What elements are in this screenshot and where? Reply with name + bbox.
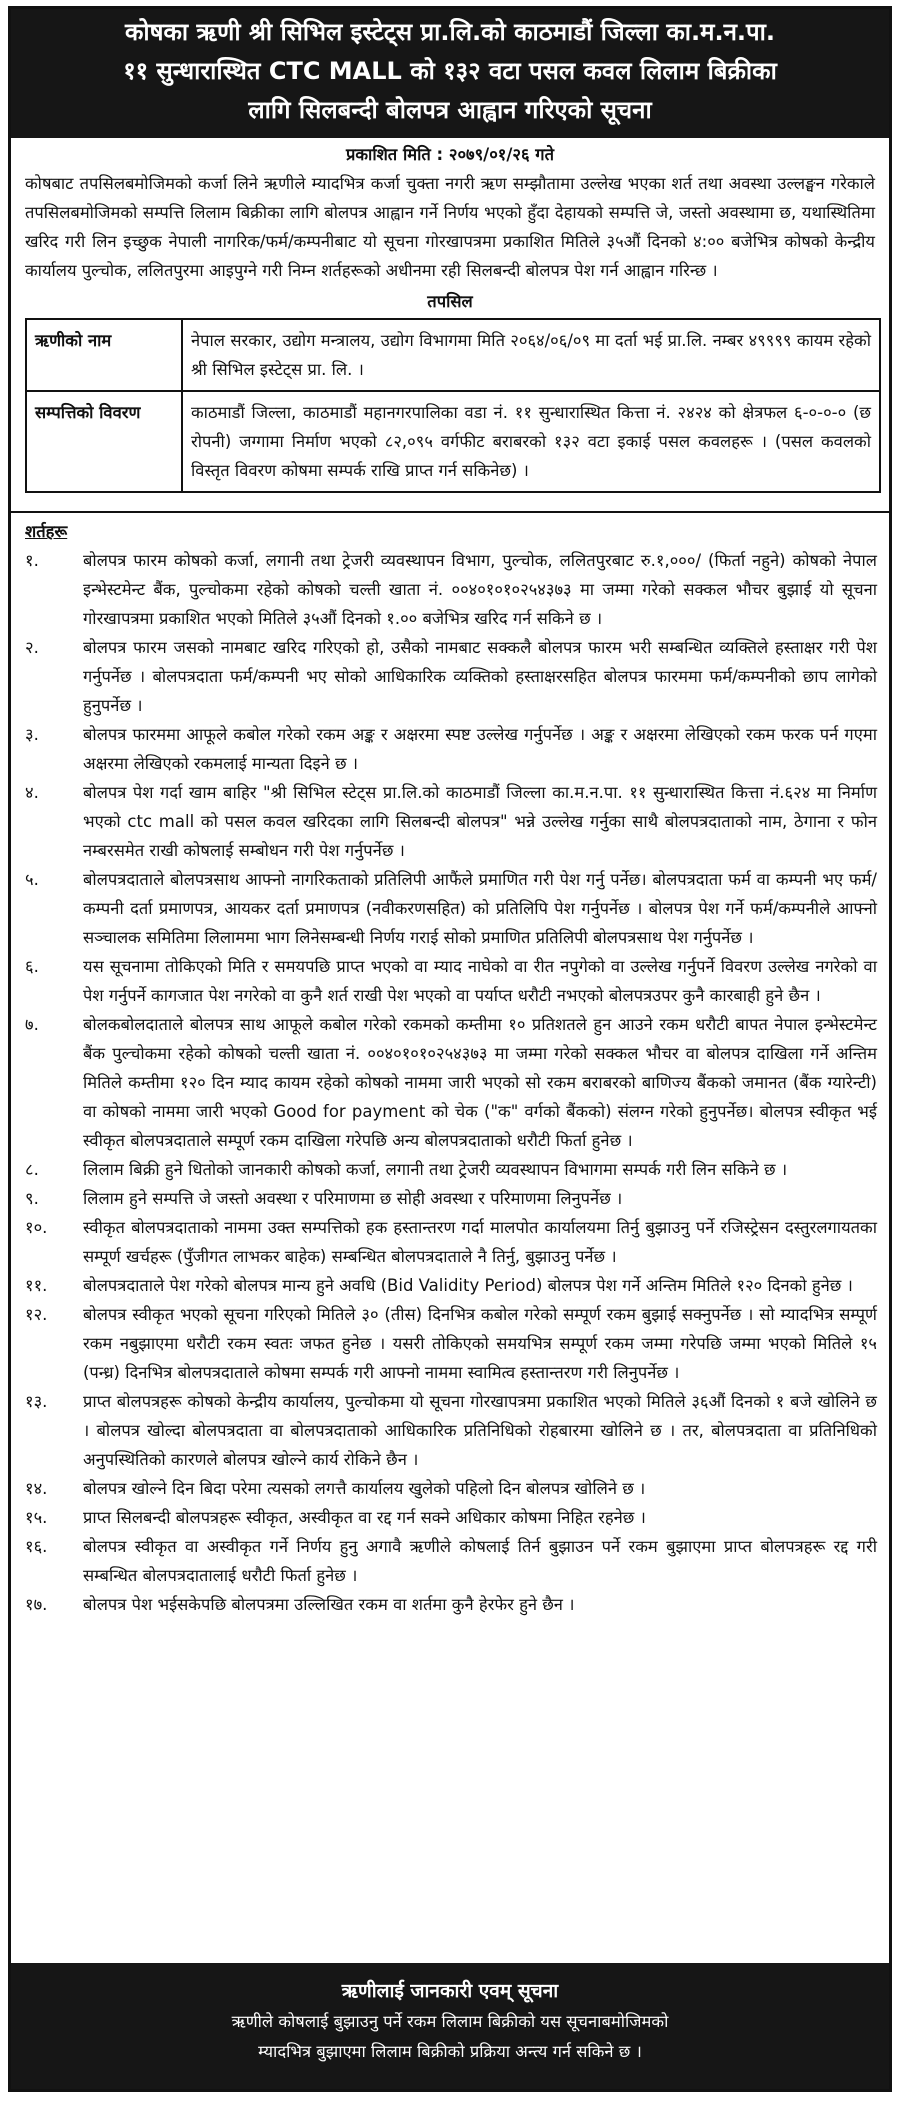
condition-item [25, 1590, 877, 1619]
condition-number: ३. [25, 725, 39, 744]
borrower-name-label: ऋणीको नाम [26, 319, 182, 391]
schedule-table [25, 318, 881, 493]
property-details-value: काठमाडौं जिल्ला, काठमाडौं महानगरपालिका वडा नं. ११ सुन्धारास्थित कित्ता नं. २४२४ को क्षेत्रफल ६-०-०-० (छ रोपनी) जग्गामा निर्माण भएको ८२,०९५ वर्गफीट बराबरको १३२ वटा इकाई पसल कवलहरू । (पसल कवलको विस्तृत विवरण कोषमा सम्पर्क राखि प्राप्त गर्न सकिनेछ) । [182, 391, 880, 492]
condition-text: बोलपत्र स्वीकृत भएको सूचना गरिएको मितिले ३० (तीस) दिनभित्र कबोल गरेको सम्पूर्ण रकम बुझाई सक्नुपर्नेछ । सो म्यादभित्र सम्पूर्ण रकम नबुझाएमा धरौटी रकम स्वतः जफत हुनेछ । यसरी तोकिएको समयभित्र सम्पूर्ण रकम जम्मा गरेपछि जम्मा भएको मितिले १५ (पन्ध्र) दिनभित्र बोलपत्रदाताले कोषमा सम्पर्क गरी आफ्नो नाममा स्वामित्व हस्तान्तरण गरी लिनुपर्नेछ । [83, 1305, 877, 1382]
condition-item [25, 1474, 877, 1503]
condition-text: बोलपत्रदाताले पेश गरेको बोलपत्र मान्य हुने अवधि (Bid Validity Period) बोलपत्र पेश गर्ने अन्तिम मितिले १२० दिनको हुनेछ । [83, 1276, 853, 1295]
condition-item [25, 633, 877, 720]
table-row [26, 391, 880, 492]
condition-item [25, 720, 877, 778]
condition-text: प्राप्त बोलपत्रहरू कोषको केन्द्रीय कार्यालय, पुल्चोकमा यो सूचना गोरखापत्रमा प्रकाशित भएको मितिले ३६औं दिनको १ बजे खोलिने छ । बोलपत्र खोल्दा बोलपत्रदाता वा बोलपत्रदाताको आधिकारिक प्रतिनिधिको रोहबारमा खोलिने छ । तर, बोलपत्रदाता वा प्रतिनिधिको अनुपस्थितिको कारणले बोलपत्र खोल्ने कार्य रोकिने छैन । [83, 1392, 877, 1469]
condition-item [25, 778, 877, 865]
condition-item [25, 1503, 877, 1532]
conditions-heading: शर्तहरू [25, 522, 68, 541]
condition-number: ८. [25, 1160, 39, 1179]
condition-number: ५. [25, 870, 39, 889]
condition-item [25, 1300, 877, 1387]
condition-item [25, 1532, 877, 1590]
borrower-name-value: नेपाल सरकार, उद्योग मन्त्रालय, उद्योग विभागमा मिति २०६४/०६/०९ मा दर्ता भई प्रा.लि. नम्बर ४९९९९ कायम रहेको श्री सिभिल इस्टेट्स प्रा. लि. । [182, 319, 880, 391]
table-row [26, 319, 880, 391]
condition-text: बोलपत्रदाताले बोलपत्रसाथ आफ्नो नागरिकताको प्रतिलिपी आफैंले प्रमाणित गरी पेश गर्नु पर्नेछ। बोलपत्रदाता फर्म वा कम्पनी भए फर्म/कम्पनी दर्ता प्रमाणपत्र, आयकर दर्ता प्रमाणपत्र (नवीकरणसहित) को प्रतिलिपि पेश गर्नुपर्नेछ । बोलपत्र पेश गर्ने फर्म/कम्पनीले आफ्नो सञ्चालक समितिमा लिलाममा भाग लिनेसम्बन्धी निर्णय गराई सोको प्रमाणित प्रतिलिपी बोलपत्रसाथ पेश गर्नुपर्नेछ । [83, 870, 877, 947]
condition-number: ६. [25, 957, 39, 976]
property-details-label: सम्पत्तिको विवरण [26, 391, 182, 492]
condition-item [25, 1271, 877, 1300]
condition-item [25, 1010, 877, 1155]
condition-number: १७. [25, 1595, 48, 1614]
condition-text: बोलपत्र फारममा आफूले कबोल गरेको रकम अङ्क र अक्षरमा स्पष्ट उल्लेख गर्नुपर्नेछ । अङ्क र अक्षरमा लेखिएको रकम फरक पर्न गएमा अक्षरमा लेखिएको रकमलाई मान्यता दिइने छ । [83, 725, 877, 773]
condition-text: यस सूचनामा तोकिएको मिति र समयपछि प्राप्त भएको वा म्याद नाघेको वा रीत नपुगेको वा उल्लेख गर्नुपर्ने विवरण उल्लेख नगरेको वा पेश गर्नुपर्ने कागजात पेश नगरेको वा कुनै शर्त राखी पेश भएको वा पर्याप्त धरौटी नभएको बोलपत्रउपर कुनै कारबाही हुने छैन । [83, 957, 877, 1005]
title-line-1: कोषका ऋणी श्री सिभिल इस्टेट्स प्रा.लि.को काठमाडौं जिल्ला का.म.न.पा. [124, 18, 776, 46]
condition-number: १. [25, 551, 39, 570]
condition-text: प्राप्त सिलबन्दी बोलपत्रहरू स्वीकृत, अस्वीकृत वा रद्द गर्न सक्ने अधिकार कोषमा निहित रहनेछ । [83, 1508, 646, 1527]
condition-number: १२. [25, 1305, 48, 1324]
condition-number: १३. [25, 1392, 48, 1411]
condition-text: बोलपत्र फारम कोषको कर्जा, लगानी तथा ट्रेजरी व्यवस्थापन विभाग, पुल्चोक, ललितपुरबाट रु.१,०००/ (फिर्ता नहुने) कोषको नेपाल इन्भेस्टमेन्ट बैंक, पुल्चोकमा रहेको कोषको चल्ती खाता नं. ००४०१०१०२५४३७३ मा जम्मा गरेको सक्कल भौचर बुझाई यो सूचना गोरखापत्रमा प्रकाशित भएको मितिले ३५औं दिनको १.०० बजेभित्र खरिद गर्न सकिने छ । [83, 551, 877, 628]
condition-item [25, 1387, 877, 1474]
condition-number: १०. [25, 1218, 48, 1237]
condition-item [25, 546, 877, 633]
condition-number: ९. [25, 1189, 39, 1208]
condition-number: ४. [25, 783, 39, 802]
condition-text: लिलाम हुने सम्पत्ति जे जस्तो अवस्था र परिमाणमा छ सोही अवस्था र परिमाणमा लिनुपर्नेछ । [83, 1189, 623, 1208]
footer-banner [11, 1963, 889, 2089]
conditions-list [11, 546, 889, 1619]
condition-number: १४. [25, 1479, 48, 1498]
footer-line-1: ऋणीले कोषलाई बुझाउनु पर्ने रकम लिलाम बिक्रीको यस सूचनाबमोजिमको [231, 2012, 669, 2031]
condition-text: स्वीकृत बोलपत्रदाताको नाममा उक्त सम्पत्तिको हक हस्तान्तरण गर्दा मालपोत कार्यालयमा तिर्नु बुझाउनु पर्ने रजिस्ट्रेसन दस्तुरलगायतका सम्पूर्ण खर्चहरू (पुँजीगत लाभकर बाहेक) सम्बन्धित बोलपत्रदाताले नै तिर्नु, बुझाउनु पर्नेछ । [83, 1218, 877, 1266]
footer-title: ऋणीलाई जानकारी एवम् सूचना [341, 1980, 559, 2002]
condition-number: १५. [25, 1508, 48, 1527]
condition-item [25, 1213, 877, 1271]
schedule-title: तपसिल [427, 292, 473, 311]
condition-text: बोलकबोलदाताले बोलपत्र साथ आफूले कबोल गरेको रकमको कम्तीमा १० प्रतिशतले हुन आउने रकम धरौटी बापत नेपाल इन्भेस्टमेन्ट बैंक पुल्चोकमा रहेको कोषको चल्ती खाता नं. ००४०१०१०२५४३७३ मा जम्मा गरेको सक्कल भौचर वा बोलपत्र दाखिला गर्ने अन्तिम मितिले कम्तीमा १२० दिन म्याद कायम रहेको कोषको नाममा जारी भएको सो रकम बराबरको बाणिज्य बैंकको जमानत (बैंक ग्यारेन्टी) वा कोषको नाममा जारी भएको Good for payment को चेक ("क" वर्गको बैंकको) संलग्न गरेको हुनुपर्नेछ। बोलपत्र स्वीकृत भई स्वीकृत बोलपत्रदाताले सम्पूर्ण रकम दाखिला गरेपछि अन्य बोलपत्रदाताको धरौटी फिर्ता हुनेछ । [83, 1015, 877, 1150]
title-line-3: लागि सिलबन्दी बोलपत्र आह्वान गरिएको सूचना [248, 96, 652, 124]
condition-item [25, 952, 877, 1010]
notice-title-banner [11, 9, 889, 138]
condition-number: २. [25, 638, 39, 657]
condition-number: ७. [25, 1015, 39, 1034]
condition-text: लिलाम बिक्री हुने धितोको जानकारी कोषको कर्जा, लगानी तथा ट्रेजरी व्यवस्थापन विभागमा सम्पर्क गरी लिन सकिने छ । [83, 1160, 788, 1179]
condition-text: बोलपत्र पेश भईसकेपछि बोलपत्रमा उल्लिखित रकम वा शर्तमा कुनै हेरफेर हुने छैन । [83, 1595, 575, 1614]
footer-line-2: म्यादभित्र बुझाएमा लिलाम बिक्रीको प्रक्रिया अन्त्य गर्न सकिने छ । [258, 2042, 642, 2061]
condition-item [25, 1184, 877, 1213]
published-date: प्रकाशित मिति : २०७९/०१/२६ गते [345, 145, 554, 164]
condition-item [25, 865, 877, 952]
condition-text: बोलपत्र फारम जसको नामबाट खरिद गरिएको हो, उसैको नामबाट सक्कलै बोलपत्र फारम भरी सम्बन्धित व्यक्तिले हस्ताक्षर गरी पेश गर्नुपर्नेछ । बोलपत्रदाता फर्म/कम्पनी भए सोको आधिकारिक व्यक्तिको हस्ताक्षरसहित बोलपत्र फारममा फर्म/कम्पनीको छाप लागेको हुनुपर्नेछ । [83, 638, 877, 715]
condition-text: बोलपत्र पेश गर्दा खाम बाहिर "श्री सिभिल स्टेट्स प्रा.लि.को काठमाडौं जिल्ला का.म.न.पा. ११ सुन्धारास्थित कित्ता नं.६२४ मा निर्माण भएको ctc mall को पसल कवल खरिदका लागि सिलबन्दी बोलपत्र" भन्ने उल्लेख गर्नुका साथै बोलपत्रदाताको नाम, ठेगाना र फोन नम्बरसमेत राखी कोषलाई सम्बोधन गरी पेश गर्नुपर्नेछ । [83, 783, 877, 860]
notice-page [8, 6, 892, 2092]
condition-number: ११. [25, 1276, 48, 1295]
condition-text: बोलपत्र स्वीकृत वा अस्वीकृत गर्ने निर्णय हुनु अगावै ऋणीले कोषलाई तिर्न बुझाउन पर्ने रकम बुझाएमा प्राप्त बोलपत्रहरू रद्द गरी सम्बन्धित बोलपत्रदातालाई धरौटी फिर्ता हुनेछ । [83, 1537, 877, 1585]
intro-paragraph: कोषबाट तपसिलबमोजिमको कर्जा लिने ऋणीले म्यादभित्र कर्जा चुक्ता नगरी ऋण सम्झौतामा उल्लेख भएका शर्त तथा अवस्था उल्लङ्घन गरेकाले तपसिलबमोजिमको सम्पत्ति लिलाम बिक्रीका लागि बोलपत्र आह्वान गर्ने निर्णय भएको हुँदा देहायको सम्पत्ति जे, जस्तो अवस्थामा छ, यथास्थितिमा खरिद गरी लिन इच्छुक नेपाली नागरिक/फर्म/कम्पनीबाट यो सूचना गोरखापत्रमा प्रकाशित मितिले ३५औं दिनको ४:०० बजेभित्र कोषको केन्द्रीय कार्यालय पुल्चोक, ललितपुरमा आइपुग्ने गरी निम्न शर्तहरूको अधीनमा रही सिलबन्दी बोलपत्र पेश गर्न आह्वान गरिन्छ । [25, 174, 875, 280]
condition-text: बोलपत्र खोल्ने दिन बिदा परेमा त्यसको लगत्तै कार्यालय खुलेको पहिलो दिन बोलपत्र खोलिने छ । [83, 1479, 646, 1498]
condition-number: १६. [25, 1537, 48, 1556]
title-line-2: ११ सुन्धारास्थित CTC MALL को १३२ वटा पसल कवल लिलाम बिक्रीका [123, 57, 777, 85]
condition-item [25, 1155, 877, 1184]
